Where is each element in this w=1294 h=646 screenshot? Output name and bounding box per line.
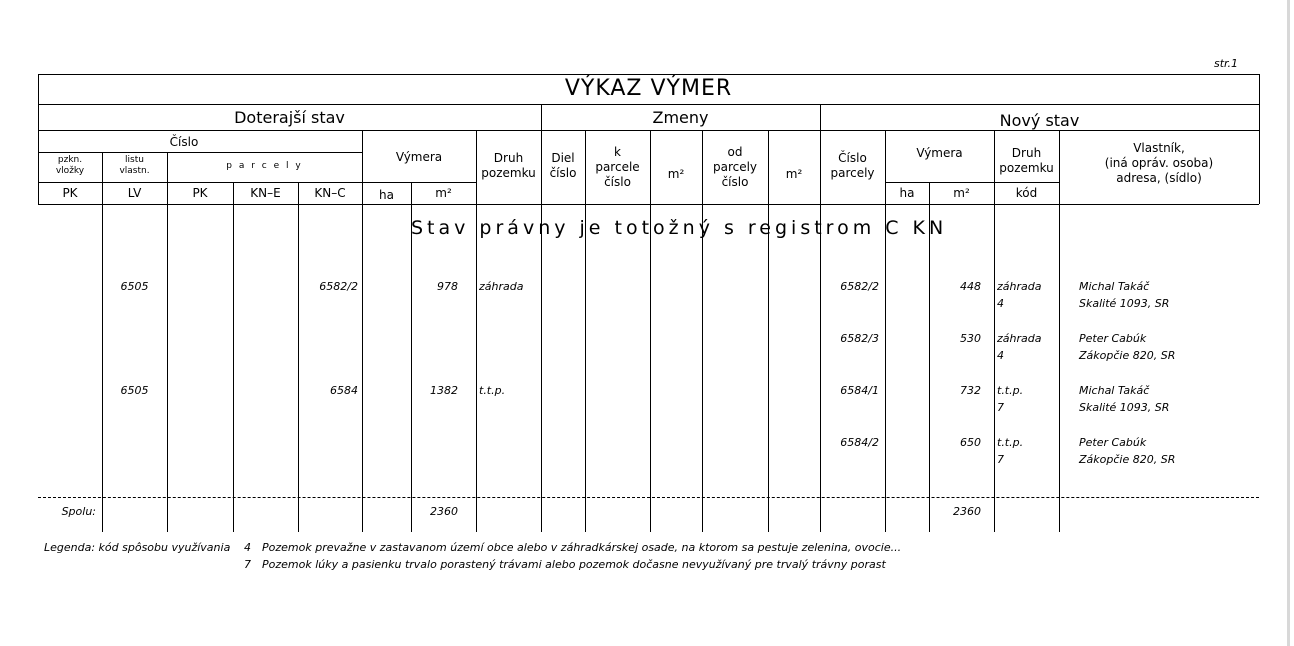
col-divider	[1059, 130, 1060, 532]
header-m2-zmeny-2: m²	[785, 167, 803, 181]
col-divider	[233, 182, 234, 532]
section-doterajsi-stav: Doterajší stav	[234, 108, 345, 127]
title-separator	[38, 104, 1259, 105]
page-title: VÝKAZ VÝMER	[564, 76, 733, 101]
totals-new-m2: 2360	[953, 505, 981, 518]
code-pk: PK	[62, 186, 78, 200]
legend-text: Pozemok prevažne v zastavanom území obce alebo v záhradkárskej osade, na ktorom sa pestuje zelenina, ovocie...	[262, 541, 902, 554]
header-vlastnik: Vlastník, (iná opráv. osoba) adresa, (sídlo)	[1104, 141, 1214, 185]
scrollbar-edge	[1287, 0, 1290, 646]
new-row-adresa: Zákopčie 820, SR	[1079, 453, 1176, 466]
totals-old-m2: 2360	[430, 505, 458, 518]
old-row-druh: záhrada	[479, 280, 524, 293]
code-pk-parcely: PK	[192, 186, 208, 200]
col-divider	[702, 130, 703, 532]
page-number: str.1	[1214, 57, 1239, 70]
col-divider	[167, 152, 168, 532]
legend-code: 7	[244, 558, 251, 571]
col-divider	[476, 130, 477, 532]
header-od-parcely-cislo: od parcely číslo	[712, 145, 758, 189]
section-novy-stav: Nový stav	[999, 111, 1080, 130]
header-m2-zmeny-1: m²	[667, 167, 685, 181]
new-row-kod: 4	[997, 297, 1004, 310]
new-row-druh: t.t.p.	[997, 436, 1024, 449]
border-right-title	[1259, 74, 1260, 104]
col-divider	[298, 182, 299, 532]
totals-label: Spolu:	[61, 505, 96, 518]
sub-separator-new	[885, 182, 1059, 183]
sub-separator-vymera	[362, 182, 476, 183]
section-separator	[38, 130, 1259, 131]
code-kn-e: KN–E	[250, 186, 281, 200]
new-row-parcela: 6582/2	[840, 280, 879, 293]
legal-status-banner: Stav právny je totožný s registrom C KN	[411, 217, 948, 239]
header-druh-pozemku-new: Druh pozemku	[999, 146, 1054, 175]
old-row-lv: 6505	[120, 384, 149, 397]
code-kn-c: KN–C	[314, 186, 346, 200]
col-divider	[585, 130, 586, 532]
header-cislo-parcely: Číslo parcely	[830, 151, 875, 180]
code-kod: kód	[1015, 186, 1038, 200]
old-row-kn-c: 6584	[330, 384, 358, 397]
code-ha-new: ha	[899, 186, 915, 200]
new-row-parcela: 6584/1	[840, 384, 879, 397]
legend-text: Pozemok lúky a pasienku trvalo porastený trávami alebo pozemok dočasne nevyužívaný pre trvalý trávny porast	[262, 558, 886, 571]
header-listu-vlastn: listu vlastn.	[119, 155, 150, 176]
header-pzkn-vlozky: pzkn. vložky	[55, 155, 85, 176]
header-druh-pozemku-old: Druh pozemku	[481, 151, 536, 180]
code-lv: LV	[127, 186, 142, 200]
table-top-border	[38, 74, 1259, 75]
new-row-adresa: Skalité 1093, SR	[1079, 401, 1170, 414]
header-vymera-old: Výmera	[395, 150, 443, 164]
new-row-kod: 7	[997, 401, 1004, 414]
section-zmeny: Zmeny	[652, 108, 709, 127]
new-row-adresa: Zákopčie 820, SR	[1079, 349, 1176, 362]
border-right	[1259, 104, 1260, 204]
new-row-kod: 4	[997, 349, 1004, 362]
new-row-vlastnik: Peter Cabúk	[1079, 332, 1147, 345]
code-ha-old: ha	[379, 188, 394, 202]
col-divider	[102, 152, 103, 532]
new-row-parcela: 6582/3	[840, 332, 879, 345]
code-m2-old: m²	[435, 186, 452, 200]
new-row-m2: 448	[960, 280, 981, 293]
totals-separator	[38, 497, 1259, 498]
new-row-druh: t.t.p.	[997, 384, 1024, 397]
new-row-m2: 530	[960, 332, 981, 345]
code-m2-new: m²	[953, 186, 970, 200]
header-vymera-new: Výmera	[916, 146, 963, 160]
sub-separator-left	[38, 182, 362, 183]
header-parcely: p a r c e l y	[226, 161, 303, 171]
legend-code: 4	[244, 541, 251, 554]
new-row-m2: 650	[960, 436, 981, 449]
header-cislo: Číslo	[169, 135, 199, 149]
header-bottom-border	[38, 204, 1259, 205]
legend-prefix: Legenda: kód spôsobu využívania	[44, 541, 231, 554]
new-row-vlastnik: Michal Takáč	[1079, 280, 1150, 293]
new-row-druh: záhrada	[997, 280, 1042, 293]
old-row-kn-c: 6582/2	[319, 280, 358, 293]
new-row-parcela: 6584/2	[840, 436, 879, 449]
old-row-druh: t.t.p.	[479, 384, 506, 397]
cislo-separator	[38, 152, 362, 153]
header-diel-cislo: Diel číslo	[549, 151, 577, 180]
new-row-druh: záhrada	[997, 332, 1042, 345]
header-k-parcele-cislo: k parcele číslo	[595, 145, 640, 189]
new-row-adresa: Skalité 1093, SR	[1079, 297, 1170, 310]
old-row-lv: 6505	[120, 280, 149, 293]
new-row-m2: 732	[960, 384, 981, 397]
col-divider	[768, 130, 769, 532]
col-divider	[650, 130, 651, 532]
new-row-vlastnik: Peter Cabúk	[1079, 436, 1147, 449]
new-row-kod: 7	[997, 453, 1004, 466]
new-row-vlastnik: Michal Takáč	[1079, 384, 1150, 397]
old-row-m2: 978	[437, 280, 458, 293]
old-row-m2: 1382	[430, 384, 458, 397]
